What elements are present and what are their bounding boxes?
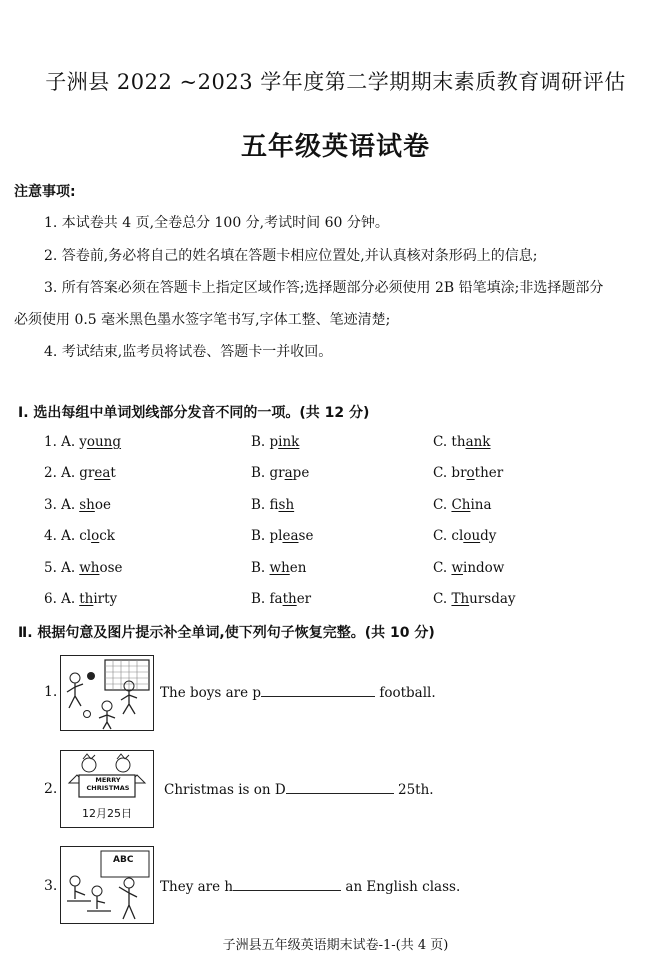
- underlined-part: o: [466, 465, 475, 481]
- notes-heading: 注意事项:: [14, 184, 76, 200]
- word-part: ina: [470, 497, 492, 513]
- underlined-part: Ch: [451, 497, 471, 513]
- underlined-part: ank: [465, 434, 491, 450]
- section2-item-1-number: 1.: [44, 684, 58, 700]
- underlined-part: th: [79, 591, 94, 607]
- question-6-option-b: [251, 591, 311, 607]
- date-caption: 12月25日: [82, 807, 132, 820]
- word-part: B. p: [251, 434, 279, 450]
- question-2-option-a: [44, 465, 116, 481]
- question-1-option-c: [433, 434, 491, 450]
- underlined-part: sh: [278, 497, 295, 513]
- underlined-part: th: [282, 591, 297, 607]
- football-illustration: [61, 656, 153, 730]
- word-part: ursday: [469, 591, 516, 607]
- word-part: C.: [433, 497, 452, 513]
- question-number: 3. A.: [44, 497, 76, 513]
- word-part: C.: [433, 591, 452, 607]
- sentence-2-start: Christmas is on D: [164, 782, 286, 798]
- word-part: B.: [251, 560, 270, 576]
- question-6-option-a: [44, 591, 117, 607]
- section2-item-2-number: 2.: [44, 781, 58, 797]
- word-part: C. th: [433, 434, 466, 450]
- word-part: B. fa: [251, 591, 283, 607]
- underlined-part: o: [91, 528, 100, 544]
- underlined-part: oung: [86, 434, 122, 450]
- underlined-part: sh: [79, 497, 95, 513]
- underlined-part: ea: [94, 465, 111, 481]
- underlined-part: wh: [269, 560, 290, 576]
- sentence-1-start: The boys are p: [160, 685, 262, 701]
- sentence-3-start: They are h: [160, 879, 234, 895]
- word-part: cl: [79, 528, 92, 544]
- classroom-illustration: [61, 847, 153, 923]
- word-part: ck: [99, 528, 115, 544]
- underlined-part: wh: [79, 560, 100, 576]
- section1-title: Ⅰ. 选出每组中单词划线部分发音不同的一项。(共 12 分): [18, 405, 370, 421]
- underlined-part: ou: [463, 528, 481, 544]
- question-number: 5. A.: [44, 560, 76, 576]
- sentence-1-end: football.: [379, 685, 436, 701]
- word-part: gr: [79, 465, 95, 481]
- section2-title: Ⅱ. 根据句意及图片提示补全单词,使下列句子恢复完整。(共 10 分): [18, 625, 435, 641]
- question-3-option-a: [44, 497, 111, 513]
- section2-item-3-number: 3.: [44, 878, 58, 894]
- note-item-1: 1. 本试卷共 4 页,全卷总分 100 分,考试时间 60 分钟。: [44, 215, 389, 231]
- blackboard-text: ABC: [113, 855, 134, 865]
- merry-christmas-sign: MERRY CHRISTMAS: [86, 776, 130, 792]
- question-2-option-c: [433, 465, 503, 481]
- football-picture: [60, 655, 154, 731]
- word-part: C. br: [433, 465, 467, 481]
- christmas-picture: [60, 750, 154, 828]
- exam-header-title: 子洲县 2022 ~2023 学年度第二学期期末素质教育调研评估: [45, 70, 626, 94]
- sentence-3-end: an English class.: [345, 879, 461, 895]
- answer-blank-1[interactable]: [261, 684, 375, 697]
- word-part: C. cl: [433, 528, 464, 544]
- exam-subtitle: 五年级英语试卷: [240, 132, 430, 162]
- underlined-part: ink: [278, 434, 300, 450]
- underlined-part: ea: [282, 528, 299, 544]
- page-footer: 子洲县五年级英语期末试卷-1-(共 4 页): [222, 938, 449, 953]
- question-number: 6. A.: [44, 591, 76, 607]
- question-4-option-b: [251, 528, 313, 544]
- note-item-3: 3. 所有答案必须在答题卡上指定区域作答;选择题部分必须使用 2B 铅笔填涂;非选择题部分: [44, 280, 604, 296]
- sentence-2-end: 25th.: [398, 782, 434, 798]
- word-part: B. fi: [251, 497, 279, 513]
- word-part: y: [79, 434, 87, 450]
- word-part: er: [296, 591, 312, 607]
- question-2-option-b: [251, 465, 309, 481]
- question-4-option-a: [44, 528, 115, 544]
- underlined-part: a: [284, 465, 293, 481]
- question-5-option-c: [433, 560, 504, 576]
- question-1-option-b: [251, 434, 299, 450]
- word-part: B. gr: [251, 465, 285, 481]
- section2-item-3-sentence: [160, 878, 460, 895]
- classroom-picture: [60, 846, 154, 924]
- word-part: ose: [99, 560, 123, 576]
- question-5-option-a: [44, 560, 123, 576]
- word-part: se: [298, 528, 314, 544]
- question-1-option-a: [44, 434, 121, 450]
- word-part: pe: [292, 465, 310, 481]
- question-3-option-c: [433, 497, 492, 513]
- word-part: irty: [93, 591, 118, 607]
- question-5-option-b: [251, 560, 306, 576]
- question-number: 1. A.: [44, 434, 76, 450]
- word-part: C.: [433, 560, 452, 576]
- word-part: ther: [474, 465, 504, 481]
- note-item-2: 2. 答卷前,务必将自己的姓名填在答题卡相应位置处,并认真核对条形码上的信息;: [44, 248, 538, 264]
- question-3-option-b: [251, 497, 294, 513]
- question-number: 4. A.: [44, 528, 76, 544]
- answer-blank-3[interactable]: [233, 878, 341, 891]
- question-4-option-c: [433, 528, 496, 544]
- note-item-3-cont: 必须使用 0.5 毫米黑色墨水签字笔书写,字体工整、笔迹清楚;: [14, 312, 391, 328]
- word-part: en: [289, 560, 307, 576]
- word-part: B. pl: [251, 528, 283, 544]
- section2-item-2-sentence: [164, 781, 434, 798]
- section2-item-1-sentence: [160, 684, 436, 701]
- question-number: 2. A.: [44, 465, 76, 481]
- answer-blank-2[interactable]: [286, 781, 394, 794]
- word-part: t: [110, 465, 116, 481]
- note-item-4: 4. 考试结束,监考员将试卷、答题卡一并收回。: [44, 344, 333, 360]
- word-part: dy: [480, 528, 497, 544]
- underlined-part: w: [451, 560, 463, 576]
- word-part: oe: [94, 497, 111, 513]
- underlined-part: Th: [451, 591, 470, 607]
- question-6-option-c: [433, 591, 516, 607]
- word-part: indow: [463, 560, 505, 576]
